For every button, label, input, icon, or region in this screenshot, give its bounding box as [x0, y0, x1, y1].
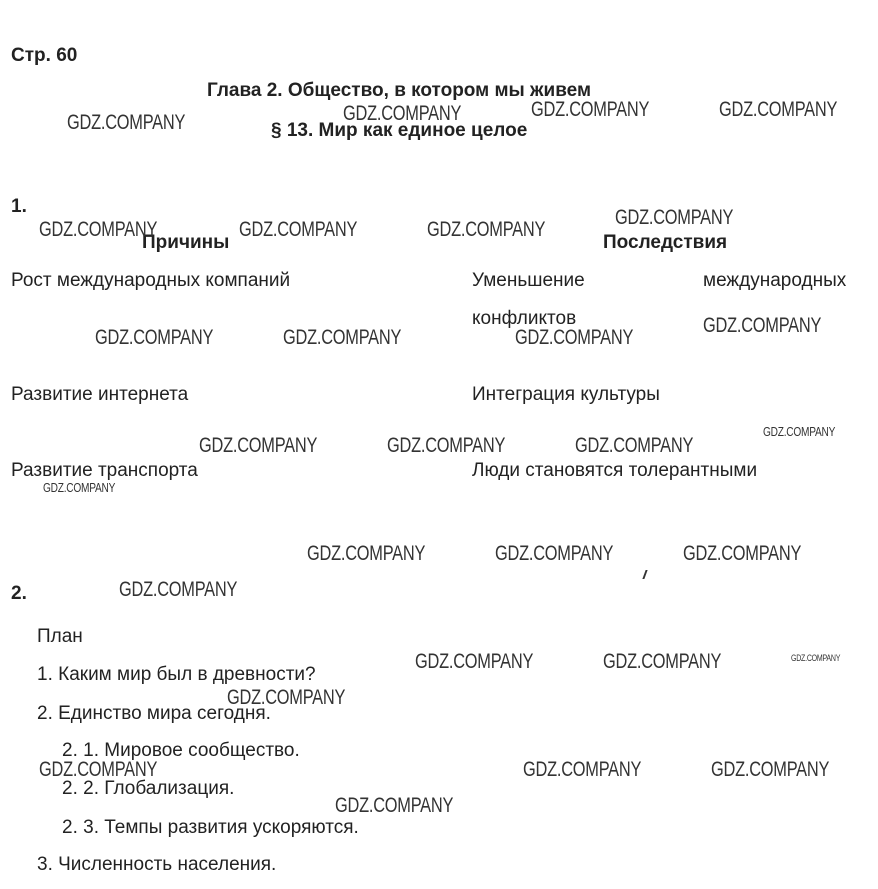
watermark: GDZ.COMPANY	[683, 542, 802, 565]
watermark: GDZ.COMPANY	[119, 578, 238, 601]
watermark: GDZ.COMPANY	[703, 314, 822, 337]
watermark: GDZ.COMPANY	[307, 542, 426, 565]
watermark: GDZ.COMPANY	[791, 653, 841, 663]
effect-1-part-c: конфликтов	[472, 308, 577, 329]
plan-item: 3. Численность населения.	[37, 854, 277, 875]
watermark: GDZ.COMPANY	[523, 758, 642, 781]
effect-2: Интеграция культуры	[472, 384, 660, 405]
cause-2: Развитие интернета	[11, 384, 189, 405]
watermark: GDZ.COMPANY	[575, 434, 694, 457]
watermark: GDZ.COMPANY	[387, 434, 506, 457]
watermark: GDZ.COMPANY	[39, 218, 158, 241]
plan-subitem: 2. 3. Темпы развития ускоряются.	[62, 817, 359, 838]
task-1-number: 1.	[11, 196, 27, 217]
watermark: GDZ.COMPANY	[515, 326, 634, 349]
cause-1: Рост международных компаний	[11, 270, 291, 291]
effect-3: Люди становятся толерантными	[472, 460, 758, 481]
watermark: GDZ.COMPANY	[227, 686, 346, 709]
watermark: GDZ.COMPANY	[335, 794, 454, 817]
watermark: GDZ.COMPANY	[427, 218, 546, 241]
watermark: GDZ.COMPANY	[711, 758, 830, 781]
effects-header: Последствия	[603, 232, 728, 253]
watermark: GDZ.COMPANY	[615, 206, 734, 229]
watermark: GDZ.COMPANY	[343, 102, 462, 125]
plan-title: План	[37, 626, 83, 647]
watermark: GDZ.COMPANY	[415, 650, 534, 673]
chapter-title: Глава 2. Общество, в котором мы живем	[207, 80, 592, 101]
watermark: GDZ.COMPANY	[719, 98, 838, 121]
watermark: GDZ.COMPANY	[763, 424, 836, 439]
watermark: GDZ.COMPANY	[283, 326, 402, 349]
plan-item: 1. Каким мир был в древности?	[37, 664, 316, 685]
watermark: GDZ.COMPANY	[495, 542, 614, 565]
watermark: GDZ.COMPANY	[531, 98, 650, 121]
watermark: GDZ.COMPANY	[39, 758, 158, 781]
page-label: Стр. 60	[11, 45, 78, 66]
task-2-number: 2.	[11, 583, 27, 604]
watermark: GDZ.COMPANY	[239, 218, 358, 241]
plan-item: 2. Единство мира сегодня.	[37, 703, 271, 724]
watermark: GDZ.COMPANY	[603, 650, 722, 673]
watermark: GDZ.COMPANY	[67, 111, 186, 134]
effect-1-part-a: Уменьшение	[472, 270, 585, 291]
cause-3: Развитие транспорта	[11, 460, 198, 481]
stray-mark	[639, 570, 647, 579]
watermark: GDZ.COMPANY	[199, 434, 318, 457]
plan-subitem: 2. 1. Мировое сообщество.	[62, 740, 300, 761]
effect-1-part-b: международных	[703, 270, 847, 291]
watermark: GDZ.COMPANY	[95, 326, 214, 349]
causes-header: Причины	[142, 232, 230, 253]
plan-subitem: 2. 2. Глобализация.	[62, 778, 235, 799]
watermark: GDZ.COMPANY	[43, 480, 116, 495]
section-title: § 13. Мир как единое целое	[271, 120, 528, 141]
